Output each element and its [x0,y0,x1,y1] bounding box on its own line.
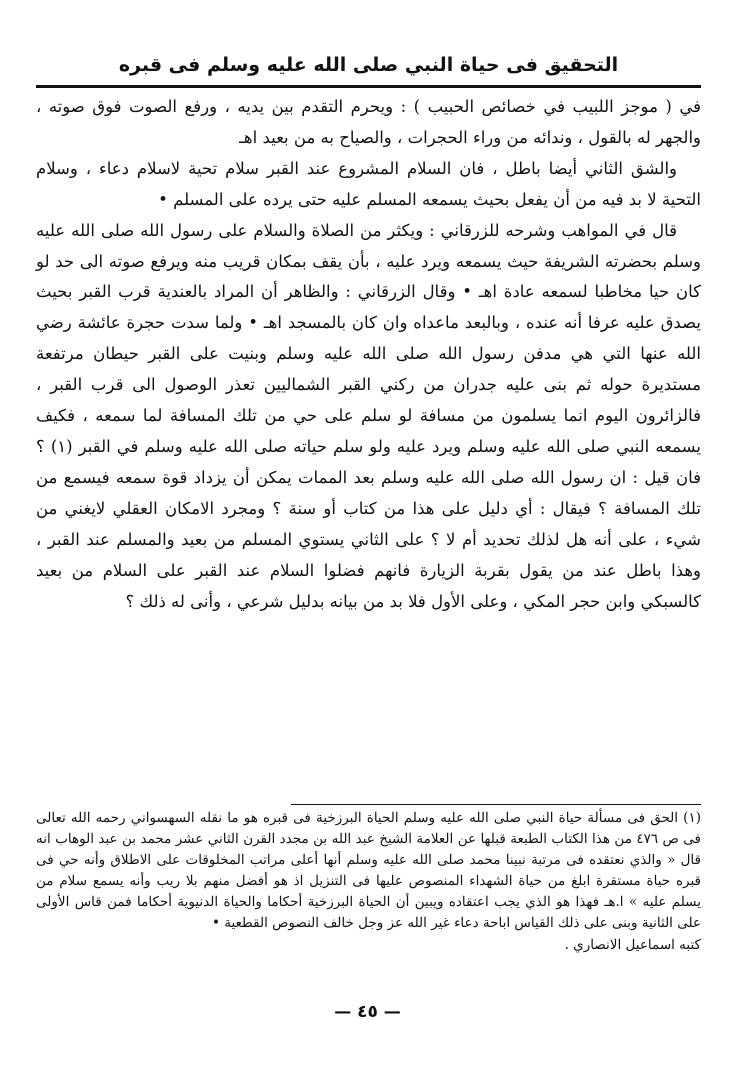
paragraph: والشق الثاني أيضا باطل ، فان السلام المشروع عند القبر سلام تحية لاسلام دعاء ، وسلام التحية لا بد فيه من أن يفعل بحيث يسمعه المسلم عليه حتى يرده على المسلم • [36,158,701,209]
footnote [36,808,701,956]
paragraph: قال في المواهب وشرحه للزرقاني : ويكثر من الصلاة والسلام على رسول الله صلى الله عليه وسلم بحضرته الشريفة حيث يسمعه ويرد عليه ، بأن يقف بمكان قريب منه ويرفع صوته الى حد لو كان حيا مخاطبا لسمعه عادة اهـ • وقال الزرقاني : والظاهر أن المراد بالعندية قرب القبر بحيث يصدق عليه عرفا أنه عنده ، وبالبعد ماعداه وان كان بالمسجد اهـ • ولما سدت حجرة عائشة رضي الله عنها التي هي مدفن رسول الله صلى الله عليه وسلم وبنيت على القبر حيطان مرتفعة مستديرة حوله ثم بنى عليه جدران من ركني القبر الشماليين تعذر الوصول الى قرب القبر ، فالزائرون اليوم انما يسلمون من مسافة لو سلم على حي من تلك المسافة لما سمعه ، فكيف يسمعه النبي صلى الله عليه وسلم ويرد عليه ولو سلم حياته صلى الله عليه وسلم في القبر (١) ؟ فان قيل : ان رسول الله صلى الله عليه وسلم بعد الممات يمكن أن يزداد قوة سمعه فيسمع من تلك المسافة ؟ فيقال : أي دليل على هذا من كتاب أو سنة ؟ ومجرد الامكان العقلي لايغني من شيء ، على أنه هل لذلك تحديد أم لا ؟ على الثاني يستوي المسلم من بعيد والمسلم عند القبر ، وهذا باطل عند من يقول بقربة الزيارة فانهم فضلوا السلام عند القبر على السلام من بعيد كالسبكي وابن حجر المكي ، وعلى الأول فلا بد من بيانه بدليل شرعي ، وأنى له ذلك ؟ [36,220,701,611]
paragraph: في ( موجز اللبيب في خصائص الحبيب ) : ويحرم التقدم بين يديه ، ورفع الصوت فوق صوته ، والجهر له بالقول ، وندائه من وراء الحجرات ، والصياح به من بعيد اهـ [36,97,701,147]
footnote-signature: كتبه اسماعيل الانصاري . [564,936,701,953]
page-number: — ٤٥ — [334,1002,401,1022]
header-rule [36,85,701,88]
main-text [36,92,701,617]
running-header: التحقيق فى حياة النبي صلى الله عليه وسلم فى قبره [118,54,619,76]
footnote-rule [291,804,701,805]
footnote-text: (١) الحق فى مسألة حياة النبي صلى الله عليه وسلم الحياة البرزخية فى قبره هو ما نقله السهسواني رحمه الله تعالى فى ص ٤٧٦ من هذا الكتاب الطبعة قبلها عن العلامة الشيخ عبد الله بن مجدد القرن الثاني عشر محمد بن عبد الوهاب انه قال « والذي نعتقده فى مرتبة نبينا محمد صلى الله عليه وسلم أنها أعلى مراتب المخلوقات على الاطلاق وأنه حي فى قبره حياة مستقرة ابلغ من حياة الشهداء المنصوص عليها فى التنزيل اذ هو أفضل منهم بلا ريب وأنه يسمع سلام من يسلم عليه » ا.هـ فهذا هو الذي يجب اعتقاده ويبين أن الحياة البرزخية أحكاما والحياة الدنيوية أحكاما فمن قاس الأولى على الثانية وبنى على ذلك القياس اباحة دعاء غير الله عز وجل خالف النصوص القطعية • [36,810,702,932]
